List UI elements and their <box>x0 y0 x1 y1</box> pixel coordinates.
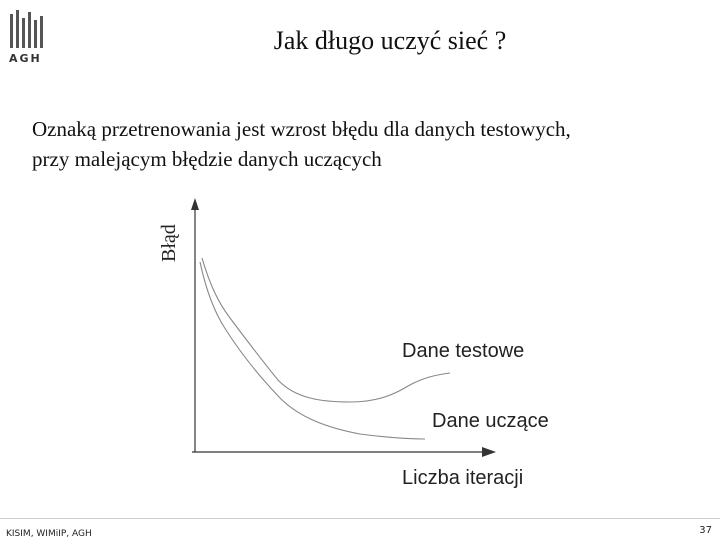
x-axis-arrow-icon <box>482 447 496 457</box>
y-axis-label: Błąd <box>158 224 180 262</box>
subtitle <box>32 114 692 174</box>
subtitle-line-2: przy malejącym błędzie danych uczących <box>32 147 382 171</box>
x-axis-label: Liczba iteracji <box>402 467 524 489</box>
page-number: 37 <box>699 525 712 536</box>
test-data-curve <box>202 258 450 402</box>
footer-left-text: KISIM, WIMiIP, AGH <box>6 529 92 539</box>
subtitle-line-1: Oznaką przetrenowania jest wzrost błędu dla danych testowych, <box>32 117 571 141</box>
page-title: Jak długo uczyć sieć ? <box>273 26 507 55</box>
overtraining-diagram <box>150 190 590 500</box>
y-axis-arrow-icon <box>191 198 199 210</box>
training-data-label: Dane uczące <box>432 410 549 432</box>
footer <box>0 518 720 541</box>
training-data-curve <box>200 262 425 439</box>
test-data-label: Dane testowe <box>402 340 525 362</box>
logo-text: AGH <box>9 52 42 65</box>
